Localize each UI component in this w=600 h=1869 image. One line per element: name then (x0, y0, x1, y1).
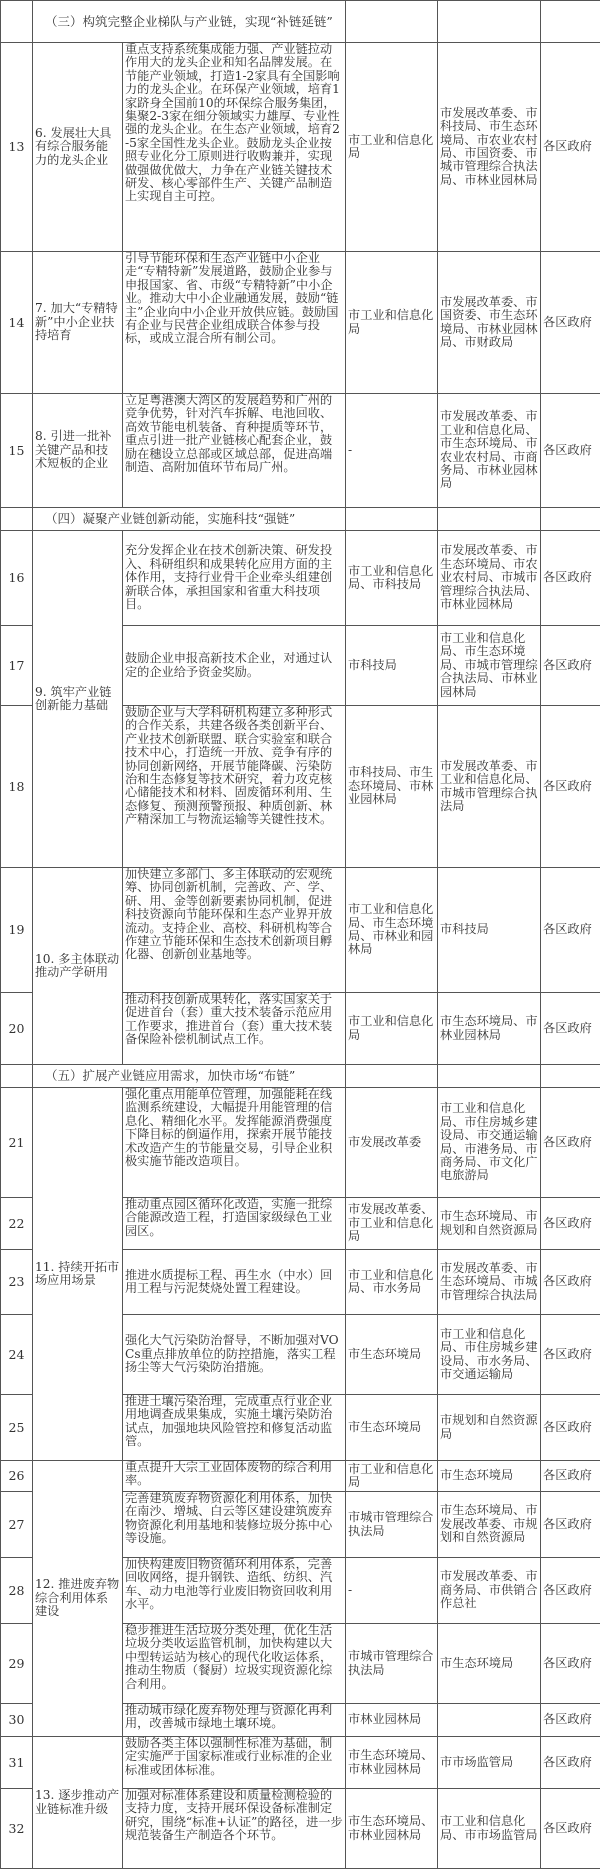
lead-unit: 市工业和信息化局 (346, 43, 438, 252)
cooperating-units: 市科技局 (438, 868, 541, 993)
empty-cell (541, 1, 600, 43)
task-name: 9. 筑牢产业链创新能力基础 (33, 531, 123, 868)
row-number: 20 (1, 993, 33, 1065)
lead-unit: 市生态环境局、市林业园林局 (346, 1737, 438, 1789)
section-num (1, 1, 33, 43)
lead-unit: 市科技局 (346, 626, 438, 706)
empty-cell (346, 1065, 438, 1088)
task-name: 6. 发展壮大具有综合服务能力的龙头企业 (33, 43, 123, 252)
cooperating-units: 市发展改革委、市生态环境局、市城市管理综合执法局 (438, 1250, 541, 1315)
task-content: 重点支持系统集成能力强、产业链拉动作用大的龙头企业和知名品牌发展。在节能产业领域，打造1-2家具有全国影响力的龙头企业。在环保产业领域，培育1家跻身全国前10的环保综合服务集团，集聚2-3家在细分领域实力雄厚、专业性强的龙头企业。在生态产业领域，培育2-5家全国性龙头企业。鼓励龙头企业按照专业化分工原则进行收购兼并，实现做强做优做大，力争在产业链关键技术研发、核心零部件生产、关键产品制造上实现自主可控。 (123, 43, 346, 252)
task-name: 13. 逐步推动产业链标准升级 (33, 1737, 123, 1869)
row-number: 27 (1, 1492, 33, 1558)
lead-unit: 市工业和信息化局 (346, 1461, 438, 1492)
lead-unit: 市发展改革委 (346, 1088, 438, 1198)
task-content: 加快构建废旧物资循环利用体系，完善回收网络，提升钢铁、造纸、纺织、汽车、动力电池等行业废旧物资回收利用水平。 (123, 1558, 346, 1624)
task-name: 11. 持续开拓市场应用场景 (33, 1088, 123, 1461)
row-number: 21 (1, 1088, 33, 1198)
cooperating-units: 市生态环境局、市规划和自然资源局 (438, 1198, 541, 1250)
row-number: 18 (1, 706, 33, 868)
district: 各区政府 (541, 626, 600, 706)
row-number: 29 (1, 1624, 33, 1704)
empty-cell (346, 1, 438, 43)
task-content: 引导节能环保和生态产业链中小企业走“专精特新”发展道路，鼓励企业参与申报国家、省、市级“专精特新”中小企业。推动大中小企业融通发展，鼓励“链主”企业向中小企业开放供应链。鼓励国有企业与民营企业组成联合体参与投标，或成立混合所有制公司。 (123, 252, 346, 394)
task-content: 推进土壤污染治理，完成重点行业企业用地调查成果集成，实施土壤污染防治试点，加强地块风险管控和修复活动监管。 (123, 1395, 346, 1461)
cooperating-units: 市工业和信息化局、市住房城乡建设局、市交通运输局、市港务局、市商务局、市文化广电旅游局 (438, 1088, 541, 1198)
table-row (1, 252, 600, 394)
row-number: 32 (1, 1789, 33, 1869)
lead-unit: 市工业和信息化局 (346, 993, 438, 1065)
row-number: 25 (1, 1395, 33, 1461)
section-num (1, 508, 33, 531)
table-row (1, 1088, 600, 1198)
district: 各区政府 (541, 531, 600, 626)
lead-unit: 市生态环境局 (346, 1315, 438, 1395)
task-content: 鼓励各类主体以强制性标准为基础，制定实施严于国家标准或行业标准的企业标准或团体标准。 (123, 1737, 346, 1789)
row-number: 16 (1, 531, 33, 626)
district: 各区政府 (541, 1789, 600, 1869)
district: 各区政府 (541, 993, 600, 1065)
district: 各区政府 (541, 1315, 600, 1395)
district: 各区政府 (541, 1704, 600, 1737)
lead-unit: 市科技局、市生态环境局、市林业园林局 (346, 706, 438, 868)
cooperating-units: 市工业和信息化局、市生态环境局、市城市管理综合执法局、市林业园林局 (438, 626, 541, 706)
task-content: 完善建筑废弃物资源化利用体系，加快在南沙、增城、白云等区建设建筑废弃物资源化利用基地和装修垃圾分拣中心等设施。 (123, 1492, 346, 1558)
district: 各区政府 (541, 1737, 600, 1789)
lead-unit: 市工业和信息化局、市科技局 (346, 531, 438, 626)
empty-cell (438, 1, 541, 43)
row-number: 13 (1, 43, 33, 252)
task-content: 鼓励企业申报高新技术企业，对通过认定的企业给予资金奖励。 (123, 626, 346, 706)
section-row (1, 1, 600, 43)
cooperating-units: 市生态环境局 (438, 1461, 541, 1492)
cooperating-units: 市规划和自然资源局 (438, 1395, 541, 1461)
section-title: （四）凝聚产业链创新动能，实施科技“强链” (33, 508, 346, 531)
cooperating-units (438, 1704, 541, 1737)
district: 各区政府 (541, 252, 600, 394)
district: 各区政府 (541, 868, 600, 993)
task-content: 推动重点园区循环化改造，实施一批综合能源改造工程，打造国家级绿色工业园区。 (123, 1198, 346, 1250)
task-name: 8. 引进一批补关键产品和技术短板的企业 (33, 394, 123, 508)
task-name: 10. 多主体联动推动产学研用 (33, 868, 123, 1065)
task-content: 重点提升大宗工业固体废物的综合利用率。 (123, 1461, 346, 1492)
row-number: 17 (1, 626, 33, 706)
district: 各区政府 (541, 1558, 600, 1624)
task-content: 充分发挥企业在技术创新决策、研发投入、科研组织和成果转化应用方面的主体作用，支持行业骨干企业牵头组建创新联合体，承担国家和省重大科技项目。 (123, 531, 346, 626)
task-content: 鼓励企业与大学科研机构建立多种形式的合作关系，共建各级各类创新平台、产业技术创新联盟、联合实验室和联合技术中心，打造统一开放、竞争有序的协同创新网络，开展节能降碳、污染防治和生态修复等技术研究，着力攻克核心储能技术和材料、固废循环利用、生态修复、预测预警预报、种质创新、林产精深加工与物流运输等关键性技术。 (123, 706, 346, 868)
task-content: 强化大气污染防治督导，不断加强对VOCs重点排放单位的防控措施，落实工程扬尘等大气污染防治措施。 (123, 1315, 346, 1395)
row-number: 14 (1, 252, 33, 394)
row-number: 28 (1, 1558, 33, 1624)
task-content: 推动科技创新成果转化，落实国家关于促进首台（套）重大技术装备示范应用工作要求，推进首台（套）重大技术装备保险补偿机制试点工作。 (123, 993, 346, 1065)
lead-unit: 市发展改革委、市工业和信息化局 (346, 1198, 438, 1250)
cooperating-units: 市生态环境局 (438, 1624, 541, 1704)
lead-unit: 市工业和信息化局、市水务局 (346, 1250, 438, 1315)
lead-unit: - (346, 1558, 438, 1624)
lead-unit: 市城市管理综合执法局 (346, 1624, 438, 1704)
task-content: 推进水质提标工程、再生水（中水）回用工程与污泥焚烧处置工程建设。 (123, 1250, 346, 1315)
task-name: 7. 加大“专精特新”中小企业扶持培育 (33, 252, 123, 394)
district: 各区政府 (541, 1624, 600, 1704)
district: 各区政府 (541, 1461, 600, 1492)
task-content: 推动城市绿化废弃物处理与资源化再利用，改善城市绿地土壤环境。 (123, 1704, 346, 1737)
row-number: 30 (1, 1704, 33, 1737)
row-number: 26 (1, 1461, 33, 1492)
cooperating-units: 市生态环境局、市林业园林局 (438, 993, 541, 1065)
table-row (1, 1737, 600, 1789)
cooperating-units: 市发展改革委、市生态环境局、市农业农村局、市城市管理综合执法局、市林业园林局 (438, 531, 541, 626)
table-row (1, 394, 600, 508)
row-number: 24 (1, 1315, 33, 1395)
task-content: 加强对标准体系建设和质量检测检验的支持力度，支持开展环保设备标准制定研究，围绕“标准+认证”的路径，进一步规范装备生产制造各个环节。 (123, 1789, 346, 1869)
lead-unit: 市生态环境局、市林业园林局 (346, 1789, 438, 1869)
cooperating-units: 市工业和信息化局、市市场监管局 (438, 1789, 541, 1869)
table-row (1, 868, 600, 993)
row-number: 19 (1, 868, 33, 993)
task-content: 加快建立多部门、多主体联动的宏观统筹、协同创新机制，完善政、产、学、研、用、金等创新要素协同机制，促进科技资源向节能环保和生态产业界开放流动。支持企业、高校、科研机构等合作建立节能环保和生态技术创新项目孵化器、创新创业基地等。 (123, 868, 346, 993)
row-number: 22 (1, 1198, 33, 1250)
cooperating-units: 市发展改革委、市科技局、市生态环境局、市农业农村局、市国资委、市城市管理综合执法局、市林业园林局 (438, 43, 541, 252)
cooperating-units: 市发展改革委、市工业和信息化局、市生态环境局、市农业农村局、市商务局、市林业园林局 (438, 394, 541, 508)
empty-cell (438, 508, 541, 531)
empty-cell (541, 1065, 600, 1088)
table-row (1, 1461, 600, 1492)
section-row (1, 1065, 600, 1088)
empty-cell (541, 508, 600, 531)
district: 各区政府 (541, 1250, 600, 1315)
table-row (1, 43, 600, 252)
section-title: （三）构筑完整企业梯队与产业链，实现“补链延链” (33, 1, 346, 43)
lead-unit: 市林业园林局 (346, 1704, 438, 1737)
row-number: 15 (1, 394, 33, 508)
task-content: 强化重点用能单位管理，加强能耗在线监测系统建设，大幅提升用能管理的信息化、精细化水平。发挥能源消费强度下降目标的倒逼作用，探索开展节能技术改造产生的节能量交易，引导企业积极实施节能改造项目。 (123, 1088, 346, 1198)
lead-unit: 市工业和信息化局、市生态环境局、市林业和园林局 (346, 868, 438, 993)
lead-unit: 市生态环境局 (346, 1395, 438, 1461)
task-name: 12. 推进废弃物综合利用体系建设 (33, 1461, 123, 1737)
row-number: 31 (1, 1737, 33, 1789)
task-content: 立足粤港澳大湾区的发展趋势和广州的竞争优势，针对汽车拆解、电池回收、高效节能电机装备、育种提质等环节，重点引进一批产业链核心配套企业，鼓励在穗设立总部或区域总部，促进高端制造、高附加值环节布局广州。 (123, 394, 346, 508)
lead-unit: - (346, 394, 438, 508)
district: 各区政府 (541, 43, 600, 252)
cooperating-units: 市市场监管局 (438, 1737, 541, 1789)
lead-unit: 市城市管理综合执法局 (346, 1492, 438, 1558)
section-title: （五）扩展产业链应用需求，加快市场“布链” (33, 1065, 346, 1088)
district: 各区政府 (541, 394, 600, 508)
district: 各区政府 (541, 1395, 600, 1461)
cooperating-units: 市生态环境局、市发展改革委、市规划和自然资源局 (438, 1492, 541, 1558)
task-content: 稳步推进生活垃圾分类处理，优化生活垃圾分类收运监管机制，加快构建以大中型转运站为核心的现代化收运体系，推动生物质（餐厨）垃圾实现资源化综合利用。 (123, 1624, 346, 1704)
section-row (1, 508, 600, 531)
section-num (1, 1065, 33, 1088)
district: 各区政府 (541, 1198, 600, 1250)
district: 各区政府 (541, 1088, 600, 1198)
cooperating-units: 市工业和信息化局、市住房城乡建设局、市水务局、市交通运输局 (438, 1315, 541, 1395)
cooperating-units: 市发展改革委、市工业和信息化局、市城市管理综合执法局 (438, 706, 541, 868)
cooperating-units: 市发展改革委、市商务局、市供销合作总社 (438, 1558, 541, 1624)
cooperating-units: 市发展改革委、市国资委、市生态环境局、市林业园林局、市财政局 (438, 252, 541, 394)
table-row (1, 531, 600, 626)
empty-cell (346, 508, 438, 531)
empty-cell (438, 1065, 541, 1088)
row-number: 23 (1, 1250, 33, 1315)
lead-unit: 市工业和信息化局 (346, 252, 438, 394)
district: 各区政府 (541, 1492, 600, 1558)
district: 各区政府 (541, 706, 600, 868)
